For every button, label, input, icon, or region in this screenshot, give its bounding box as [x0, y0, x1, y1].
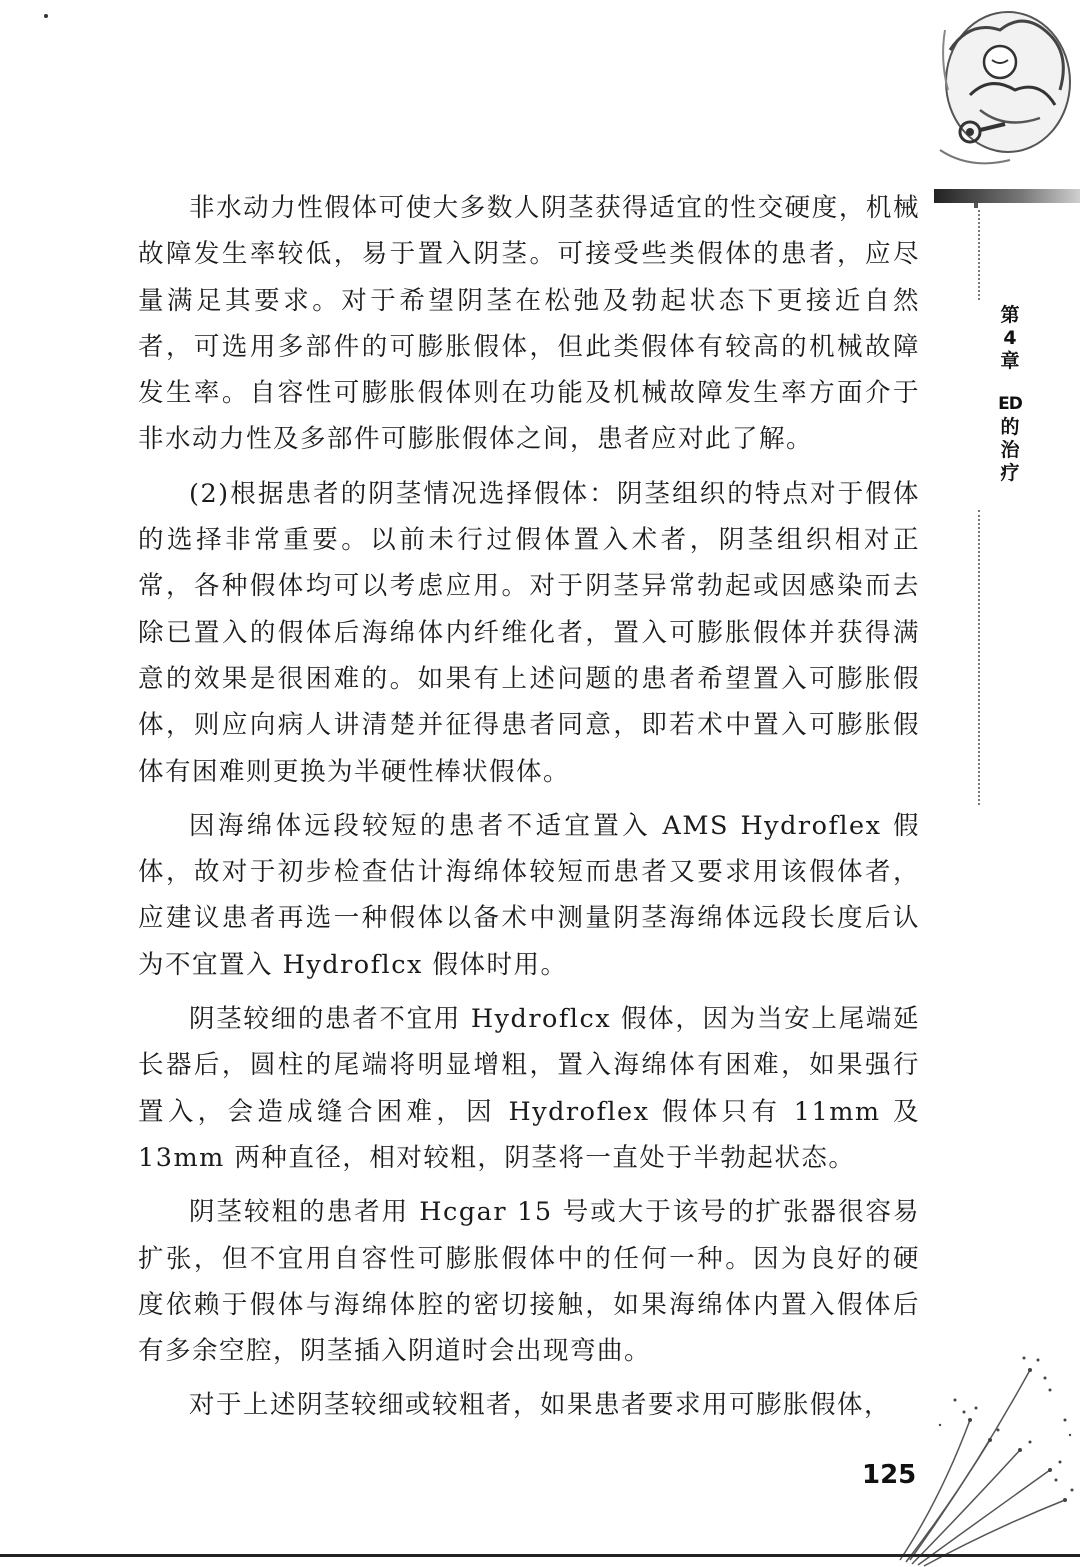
page-number: 125	[862, 1460, 917, 1490]
chapter-label-char: 第	[1000, 304, 1020, 326]
chapter-label-char: 章	[1000, 350, 1020, 372]
bottom-rule	[0, 1554, 1080, 1557]
paragraph: 非水动力性假体可使大多数人阴茎获得适宜的性交硬度，机械故障发生率较低，易于置入阴茎。可接受些类假体的患者，应尽量满足其要求。对于希望阴茎在松弛及勃起状态下更接近自然者，可选用多部件的可膨胀假体，但此类假体有较高的机械故障发生率。自容性可膨胀假体则在功能及机械故障发生率方面介于非水动力性及多部件可膨胀假体之间，患者应对此了解。	[138, 193, 920, 455]
fireworks-decoration-icon	[880, 1330, 1080, 1567]
paragraph: 因海绵体远段较短的患者不适宜置入 AMS Hydroflex 假体，故对于初步检查估计海绵体较短而患者又要求用该假体者，应建议患者再选一种假体以备术中测量阴茎海绵体远段长度后认为不宜置入 Hydroflcx 假体时用。	[138, 810, 920, 980]
chapter-title-char: 疗	[1000, 462, 1020, 484]
chapter-label-char: 4	[1003, 327, 1017, 349]
paragraph: (2)根据患者的阴茎情况选择假体：阴茎组织的特点对于假体的选择非常重要。以前未行过假体置入术者，阴茎组织相对正常，各种假体均可以考虑应用。对于阴茎异常勃起或因感染而去除已置入的假体后海绵体内纤维化者，置入可膨胀假体并获得满意的效果是很困难的。如果有上述问题的患者希望置入可膨胀假体，则应向病人讲清楚并征得患者同意，即若术中置入可膨胀假体有困难则更换为半硬性棒状假体。	[138, 478, 920, 787]
chapter-title-char: 治	[1000, 439, 1020, 461]
chapter-side-rule	[934, 186, 1080, 208]
paragraph: 阴茎较细的患者不宜用 Hydroflcx 假体，因为当安上尾端延长器后，圆柱的尾端将明显增粗，置入海绵体有困难，如果强行置入，会造成缝合困难，因 Hydroflex 假体只有 11mm 及 13mm 两种直径，相对较粗，阴茎将一直处于半勃起状态。	[138, 1004, 920, 1173]
paragraph: 阴茎较粗的患者用 Hcgar 15 号或大于该号的扩张器很容易扩张，但不宜用自容性可膨胀假体中的任何一种。因为良好的硬度依赖于假体与海绵体腔的密切接触，如果海绵体内置入假体后有多余空腔，阴茎插入阴道时会出现弯曲。	[138, 1197, 920, 1367]
paragraph: 对于上述阴茎较细或较粗者，如果患者要求用可膨胀假体，	[189, 1390, 892, 1421]
body-text	[138, 185, 920, 1429]
dotted-margin-line-top	[978, 210, 980, 300]
dotted-margin-line-bottom	[978, 510, 980, 805]
chapter-title-char: ED	[998, 394, 1022, 414]
strongman-illustration-icon	[930, 0, 1080, 185]
chapter-tab	[990, 304, 1030, 485]
chapter-title-char: 的	[1000, 416, 1020, 438]
speck-mark	[44, 14, 48, 18]
